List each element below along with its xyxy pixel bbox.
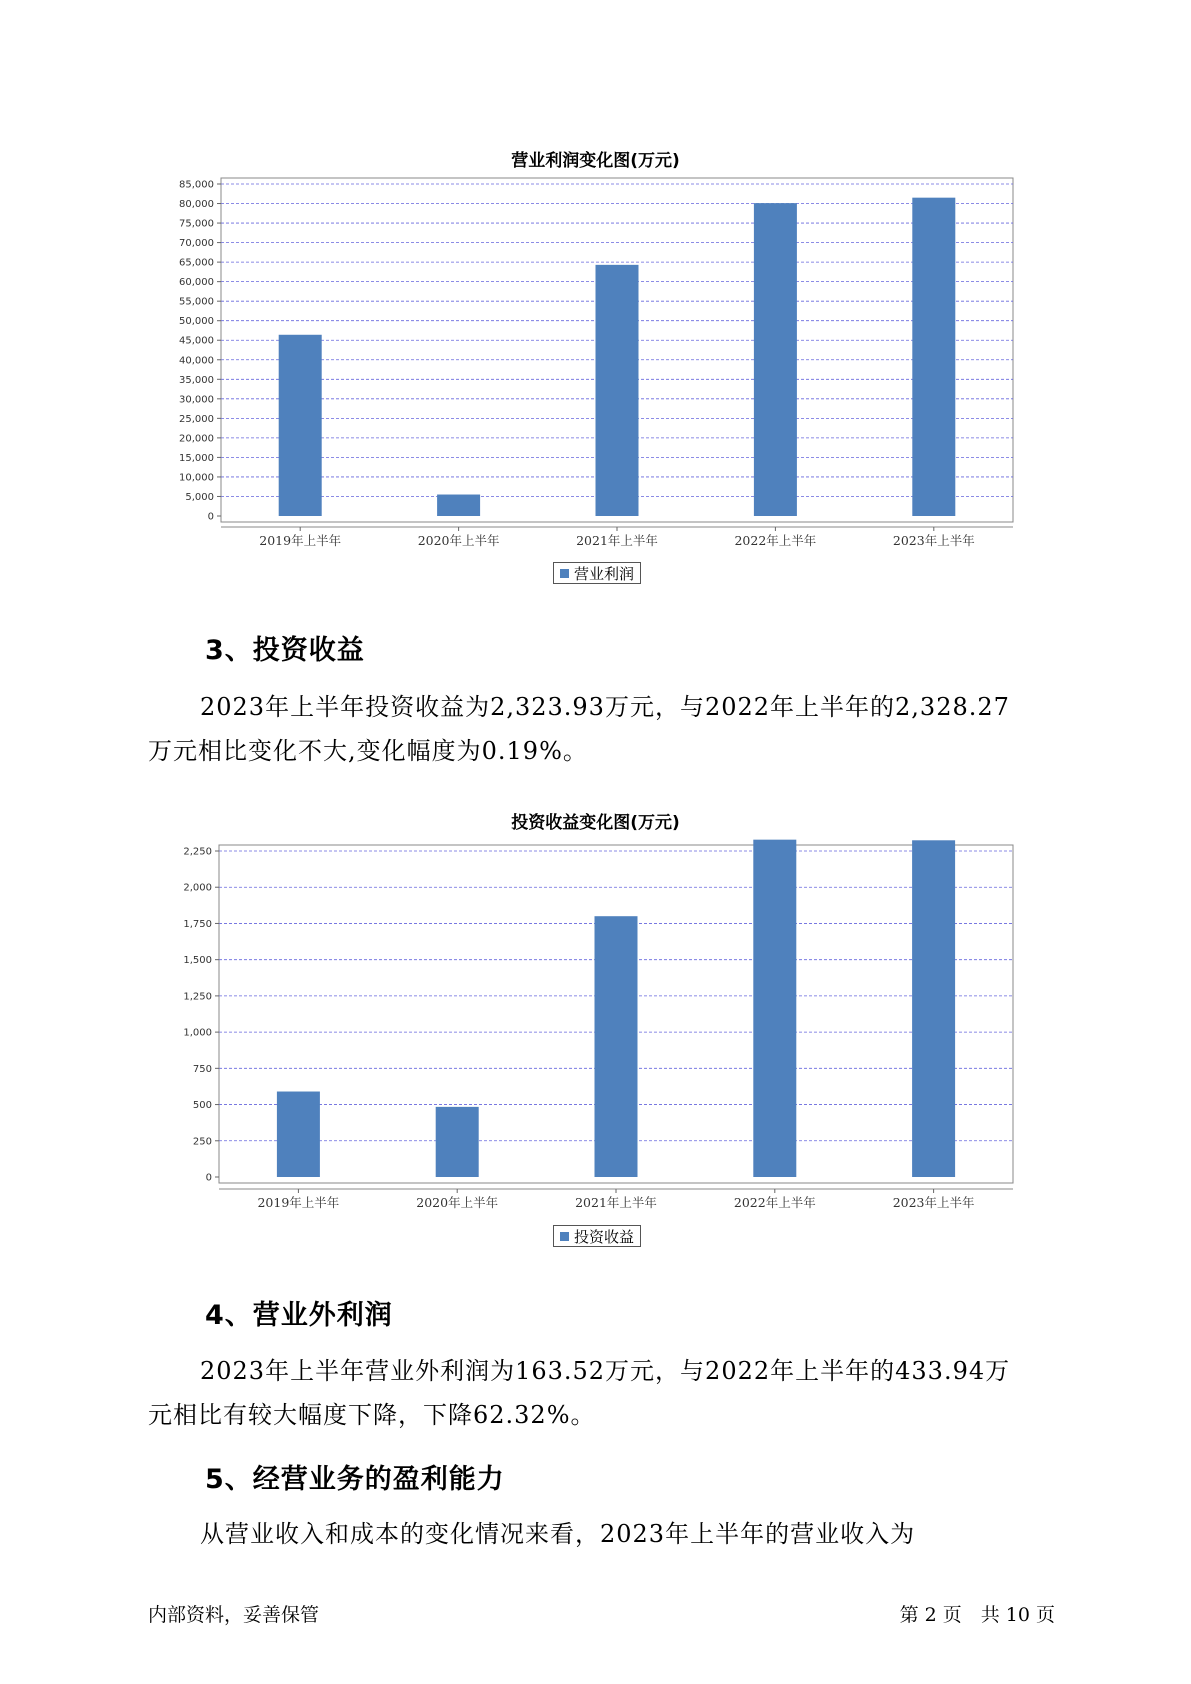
y-tick-label: 1,000	[183, 1027, 212, 1039]
y-tick-label: 60,000	[179, 277, 214, 289]
chart-1-legend-label: 营业利润	[574, 564, 635, 583]
chart-1-title: 营业利润变化图(万元)	[511, 151, 680, 171]
y-tick-label: 65,000	[179, 257, 214, 269]
x-tick-label: 2019年上半年	[257, 1195, 340, 1210]
footer-left: 内部资料，妥善保管	[148, 1604, 320, 1626]
bar-2023年上半年	[912, 840, 955, 1177]
y-tick-label: 50,000	[179, 316, 214, 328]
y-tick-label: 85,000	[179, 179, 214, 191]
y-tick-label: 0	[207, 511, 214, 523]
section-5-heading: 5、经营业务的盈利能力	[205, 1464, 505, 1495]
x-tick-label: 2022年上半年	[733, 1195, 816, 1210]
y-tick-label: 1,750	[183, 918, 212, 930]
y-tick-label: 70,000	[179, 238, 214, 250]
section-4-heading: 4、营业外利润	[205, 1300, 393, 1331]
y-tick-label: 1,500	[183, 955, 212, 967]
chart-2-legend	[553, 1225, 641, 1247]
y-tick-label: 0	[205, 1172, 212, 1184]
y-tick-label: 750	[192, 1063, 212, 1075]
y-tick-label: 10,000	[179, 472, 214, 484]
section-4-paragraph	[148, 1349, 1048, 1437]
bar-2022年上半年	[753, 840, 796, 1177]
y-tick-label: 250	[192, 1136, 212, 1148]
y-tick-label: 500	[192, 1100, 212, 1112]
y-tick-label: 75,000	[179, 218, 214, 230]
y-tick-label: 35,000	[179, 374, 214, 386]
bar-2019年上半年	[277, 1092, 320, 1177]
x-tick-label: 2021年上半年	[576, 533, 658, 548]
x-tick-label: 2020年上半年	[417, 533, 500, 548]
section-3-line-2: 万元相比变化不大,变化幅度为0.19%。	[148, 737, 588, 765]
section-3-heading: 3、投资收益	[205, 635, 365, 666]
section-4-line-1: 2023年上半年营业外利润为163.52万元，与2022年上半年的433.94万	[200, 1357, 1011, 1385]
chart-2-title: 投资收益变化图(万元)	[511, 813, 680, 833]
y-tick-label: 5,000	[185, 491, 214, 503]
section-4-line-2: 元相比有较大幅度下降，下降62.32%。	[148, 1401, 596, 1429]
y-tick-label: 25,000	[179, 413, 214, 425]
x-tick-label: 2022年上半年	[734, 533, 817, 548]
y-tick-label: 20,000	[179, 433, 214, 445]
footer-page-number: 第 2 页 共 10 页	[899, 1604, 1055, 1626]
y-tick-label: 55,000	[179, 296, 214, 308]
x-tick-label: 2020年上半年	[416, 1195, 499, 1210]
bar-2020年上半年	[436, 1107, 479, 1177]
chart-2-legend-label: 投资收益	[574, 1227, 635, 1246]
x-tick-label: 2023年上半年	[892, 1195, 975, 1210]
section-5-line-1: 从营业收入和成本的变化情况来看，2023年上半年的营业收入为	[200, 1520, 916, 1548]
section-5-paragraph	[148, 1512, 1048, 1556]
bar-2021年上半年	[595, 916, 638, 1177]
y-tick-label: 2,000	[183, 882, 212, 894]
x-tick-label: 2019年上半年	[259, 533, 342, 548]
section-3-line-1: 2023年上半年投资收益为2,323.93万元，与2022年上半年的2,328.27	[200, 693, 1010, 721]
legend-swatch-icon	[560, 1232, 569, 1241]
x-tick-label: 2023年上半年	[892, 533, 975, 548]
y-tick-label: 15,000	[179, 452, 214, 464]
y-tick-label: 40,000	[179, 355, 214, 367]
y-tick-label: 30,000	[179, 394, 214, 406]
y-tick-label: 1,250	[183, 991, 212, 1003]
y-tick-label: 80,000	[179, 199, 214, 211]
y-tick-label: 45,000	[179, 335, 214, 347]
y-tick-label: 2,250	[183, 846, 212, 858]
x-tick-label: 2021年上半年	[575, 1195, 657, 1210]
